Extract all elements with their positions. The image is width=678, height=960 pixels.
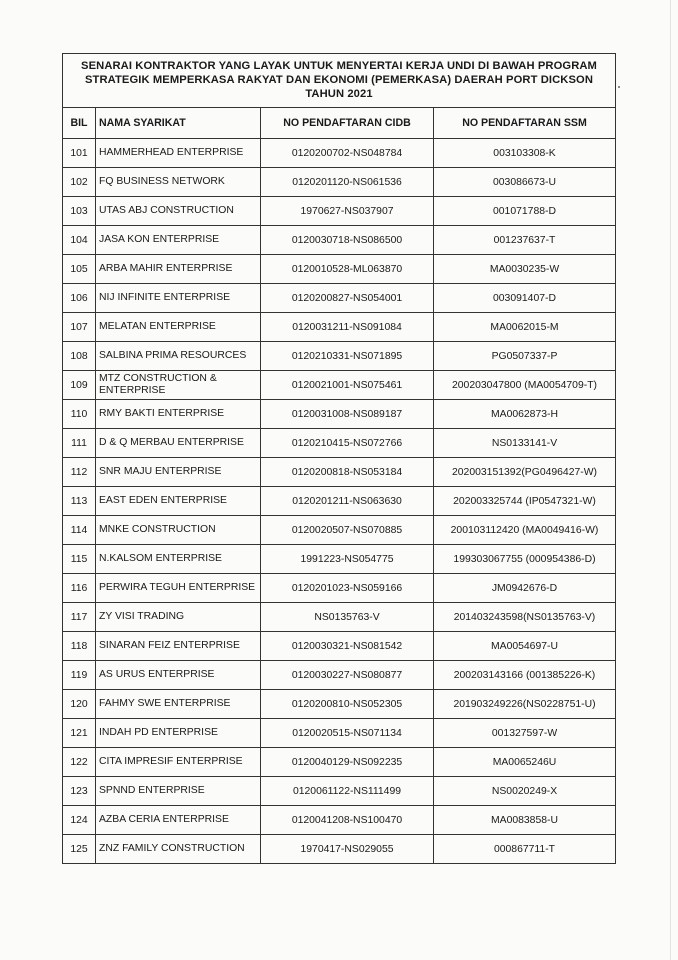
cell-nama-syarikat: N.KALSOM ENTERPRISE [96,545,261,574]
cell-bil: 104 [63,226,96,255]
table-row [63,342,615,371]
table-row [63,690,615,719]
cell-nama-syarikat: MELATAN ENTERPRISE [96,313,261,342]
table-row [63,719,615,748]
cell-no-ssm: MA0062873-H [434,400,616,429]
cell-nama-syarikat: D & Q MERBAU ENTERPRISE [96,429,261,458]
table-row [63,400,615,429]
cell-bil: 125 [63,835,96,864]
cell-nama-syarikat: RMY BAKTI ENTERPRISE [96,400,261,429]
cell-bil: 114 [63,516,96,545]
contractor-table [63,108,615,863]
cell-nama-syarikat: PERWIRA TEGUH ENTERPRISE [96,574,261,603]
cell-no-cidb: 0120210331-NS071895 [261,342,434,371]
scan-edge-line [670,0,671,960]
cell-nama-syarikat: JASA KON ENTERPRISE [96,226,261,255]
table-row [63,632,615,661]
cell-no-ssm: 003086673-U [434,168,616,197]
cell-bil: 121 [63,719,96,748]
table-row [63,806,615,835]
cell-no-ssm: 199303067755 (000954386-D) [434,545,616,574]
document-title [63,54,615,108]
cell-nama-syarikat: SPNND ENTERPRISE [96,777,261,806]
cell-no-cidb: 1970627-NS037907 [261,197,434,226]
cell-no-ssm: MA0062015-M [434,313,616,342]
cell-no-ssm: MA0065246U [434,748,616,777]
title-line-3: TAHUN 2021 [305,88,373,100]
cell-no-ssm: MA0083858-U [434,806,616,835]
cell-no-cidb: 0120010528-ML063870 [261,255,434,284]
cell-no-ssm: 200203047800 (MA0054709-T) [434,371,616,400]
cell-bil: 113 [63,487,96,516]
cell-bil: 111 [63,429,96,458]
table-row [63,226,615,255]
cell-nama-syarikat: EAST EDEN ENTERPRISE [96,487,261,516]
cell-no-cidb: 0120201023-NS059166 [261,574,434,603]
cell-bil: 107 [63,313,96,342]
cell-no-cidb: 0120020507-NS070885 [261,516,434,545]
cell-nama-syarikat: FQ BUSINESS NETWORK [96,168,261,197]
cell-no-cidb: 0120201120-NS061536 [261,168,434,197]
cell-no-ssm: 001071788-D [434,197,616,226]
scan-speck [618,86,620,88]
table-row [63,168,615,197]
cell-bil: 106 [63,284,96,313]
table-row [63,139,615,168]
cell-no-cidb: 1970417-NS029055 [261,835,434,864]
cell-no-ssm: 200103112420 (MA0049416-W) [434,516,616,545]
table-row [63,429,615,458]
cell-no-ssm: 003103308-K [434,139,616,168]
cell-no-cidb: 0120020515-NS071134 [261,719,434,748]
cell-bil: 110 [63,400,96,429]
table-body [63,139,615,864]
table-row [63,487,615,516]
cell-no-ssm: PG0507337-P [434,342,616,371]
table-row [63,516,615,545]
title-line-1: SENARAI KONTRAKTOR YANG LAYAK UNTUK MENYERTAI KERJA UNDI DI BAWAH PROGRAM [81,60,597,72]
cell-bil: 108 [63,342,96,371]
cell-nama-syarikat: ARBA MAHIR ENTERPRISE [96,255,261,284]
cell-bil: 101 [63,139,96,168]
cell-no-cidb: 0120030227-NS080877 [261,661,434,690]
cell-no-cidb: 0120041208-NS100470 [261,806,434,835]
cell-no-ssm: NS0020249-X [434,777,616,806]
table-row [63,835,615,864]
cell-bil: 112 [63,458,96,487]
cell-no-ssm: 001237637-T [434,226,616,255]
cell-no-cidb: 1991223-NS054775 [261,545,434,574]
table-row [63,661,615,690]
header-no-cidb: NO PENDAFTARAN CIDB [261,108,434,139]
cell-nama-syarikat: NIJ INFINITE ENTERPRISE [96,284,261,313]
cell-nama-syarikat: SALBINA PRIMA RESOURCES [96,342,261,371]
table-row [63,313,615,342]
table-row [63,777,615,806]
cell-nama-syarikat: MNKE CONSTRUCTION [96,516,261,545]
cell-no-ssm: 000867711-T [434,835,616,864]
cell-nama-syarikat: UTAS ABJ CONSTRUCTION [96,197,261,226]
cell-no-cidb: 0120200818-NS053184 [261,458,434,487]
cell-no-ssm: MA0054697-U [434,632,616,661]
cell-no-ssm: NS0133141-V [434,429,616,458]
cell-no-ssm: 202003151392(PG0496427-W) [434,458,616,487]
cell-nama-syarikat: ZNZ FAMILY CONSTRUCTION [96,835,261,864]
cell-no-ssm: 200203143166 (001385226-K) [434,661,616,690]
cell-no-ssm: 201903249226(NS0228751-U) [434,690,616,719]
table-row [63,748,615,777]
table-row [63,255,615,284]
table-row [63,603,615,632]
cell-nama-syarikat: FAHMY SWE ENTERPRISE [96,690,261,719]
cell-nama-syarikat: AZBA CERIA ENTERPRISE [96,806,261,835]
header-nama-syarikat: NAMA SYARIKAT [96,108,261,139]
table-row [63,371,615,400]
cell-nama-syarikat: HAMMERHEAD ENTERPRISE [96,139,261,168]
cell-nama-syarikat: MTZ CONSTRUCTION & ENTERPRISE [96,371,261,400]
title-line-2: STRATEGIK MEMPERKASA RAKYAT DAN EKONOMI (PEMERKASA) DAERAH PORT DICKSON [84,74,594,86]
cell-no-cidb: 0120200702-NS048784 [261,139,434,168]
cell-no-cidb: 0120021001-NS075461 [261,371,434,400]
cell-bil: 118 [63,632,96,661]
table-header-row [63,108,615,139]
cell-nama-syarikat: ZY VISI TRADING [96,603,261,632]
cell-bil: 122 [63,748,96,777]
cell-bil: 115 [63,545,96,574]
cell-no-cidb: 0120200810-NS052305 [261,690,434,719]
cell-no-cidb: 0120030718-NS086500 [261,226,434,255]
cell-nama-syarikat: CITA IMPRESIF ENTERPRISE [96,748,261,777]
cell-bil: 116 [63,574,96,603]
cell-bil: 119 [63,661,96,690]
table-row [63,574,615,603]
cell-bil: 109 [63,371,96,400]
cell-no-cidb: 0120031211-NS091084 [261,313,434,342]
table-row [63,458,615,487]
cell-no-cidb: 0120031008-NS089187 [261,400,434,429]
table-row [63,545,615,574]
cell-no-ssm: 003091407-D [434,284,616,313]
cell-no-cidb: 0120040129-NS092235 [261,748,434,777]
cell-no-cidb: 0120201211-NS063630 [261,487,434,516]
cell-bil: 120 [63,690,96,719]
contractor-list-sheet [62,53,616,864]
cell-no-ssm: 201403243598(NS0135763-V) [434,603,616,632]
header-no-ssm: NO PENDAFTARAN SSM [434,108,616,139]
cell-bil: 124 [63,806,96,835]
table-row [63,197,615,226]
cell-no-cidb: 0120030321-NS081542 [261,632,434,661]
cell-no-ssm: 001327597-W [434,719,616,748]
cell-nama-syarikat: AS URUS ENTERPRISE [96,661,261,690]
cell-bil: 103 [63,197,96,226]
cell-bil: 102 [63,168,96,197]
table-row [63,284,615,313]
cell-no-cidb: 0120061122-NS111499 [261,777,434,806]
cell-no-cidb: 0120210415-NS072766 [261,429,434,458]
cell-bil: 123 [63,777,96,806]
cell-no-ssm: MA0030235-W [434,255,616,284]
cell-bil: 105 [63,255,96,284]
cell-no-cidb: 0120200827-NS054001 [261,284,434,313]
cell-bil: 117 [63,603,96,632]
cell-no-ssm: JM0942676-D [434,574,616,603]
cell-no-ssm: 202003325744 (IP0547321-W) [434,487,616,516]
cell-nama-syarikat: SNR MAJU ENTERPRISE [96,458,261,487]
cell-nama-syarikat: INDAH PD ENTERPRISE [96,719,261,748]
cell-no-cidb: NS0135763-V [261,603,434,632]
cell-nama-syarikat: SINARAN FEIZ ENTERPRISE [96,632,261,661]
header-bil: BIL [63,108,96,139]
